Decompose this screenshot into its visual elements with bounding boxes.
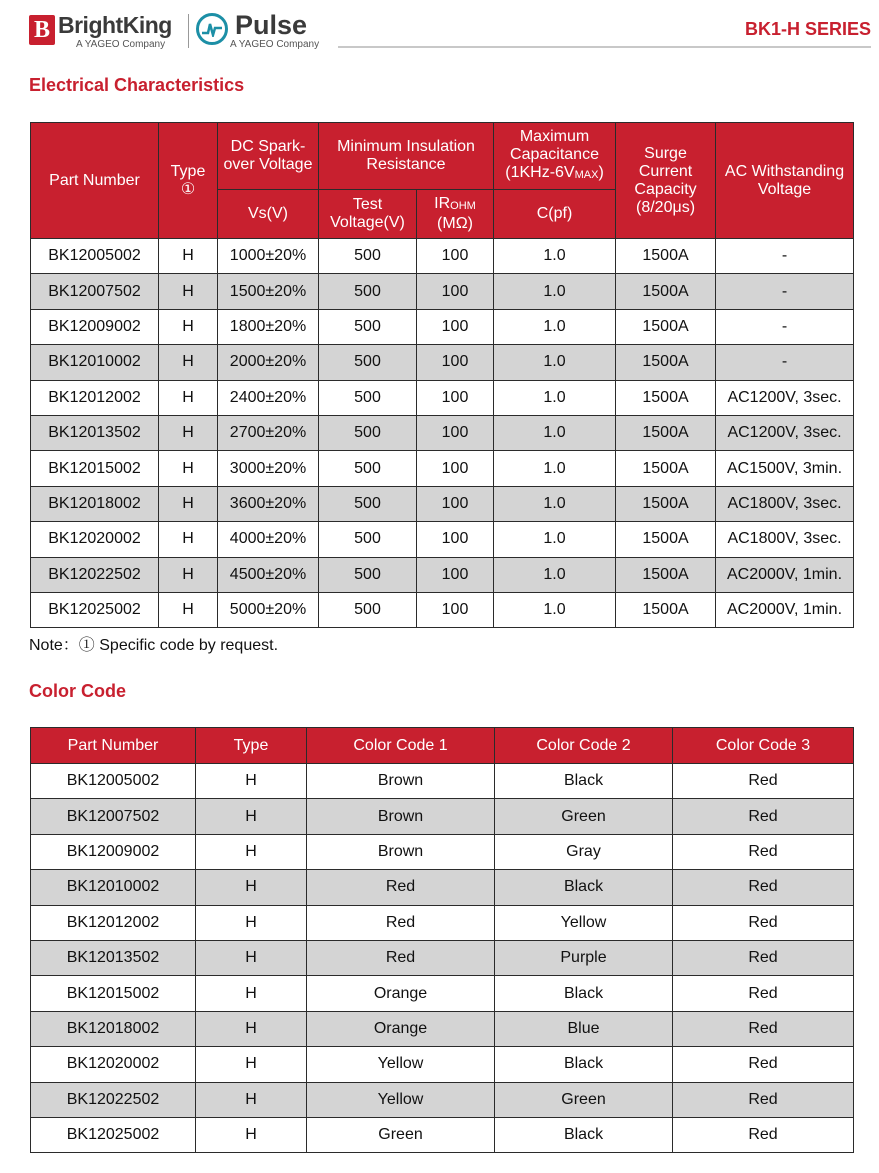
table-row [31, 905, 854, 940]
cell-color-code-1: Red [307, 870, 495, 905]
table-row [31, 239, 854, 274]
cell-ac-voltage: - [716, 345, 854, 380]
cell-color-code-3: Red [673, 799, 854, 834]
cell-ir: 100 [417, 486, 494, 521]
cell-surge: 1500A [616, 274, 716, 309]
cell-color-code-1: Brown [307, 799, 495, 834]
cell-capacitance: 1.0 [494, 415, 616, 450]
cell-ir: 100 [417, 522, 494, 557]
cell-type: H [159, 274, 218, 309]
cell-color-code-2: Black [495, 976, 673, 1011]
cell-type: H [159, 557, 218, 592]
cell-dc-voltage: 2000±20% [218, 345, 319, 380]
type-footnote-mark: ① [180, 180, 196, 198]
cell-color-code-2: Black [495, 764, 673, 799]
cell-color-code-2: Gray [495, 834, 673, 869]
cell-capacitance: 1.0 [494, 522, 616, 557]
cell-part-number: BK12022502 [31, 1082, 196, 1117]
cell-ac-voltage: AC1200V, 3sec. [716, 380, 854, 415]
cell-color-code-3: Red [673, 764, 854, 799]
cell-dc-voltage: 1500±20% [218, 274, 319, 309]
cell-color-code-2: Purple [495, 940, 673, 975]
header-rule [338, 46, 871, 48]
header-part-number: Part Number [31, 728, 196, 764]
cell-capacitance: 1.0 [494, 592, 616, 627]
cell-type: H [159, 592, 218, 627]
cell-color-code-2: Black [495, 1117, 673, 1152]
cell-color-code-3: Red [673, 1117, 854, 1152]
cell-dc-voltage: 1000±20% [218, 239, 319, 274]
cell-type: H [196, 905, 307, 940]
color-code-table [30, 727, 854, 1153]
cell-color-code-3: Red [673, 1047, 854, 1082]
cell-color-code-1: Green [307, 1117, 495, 1152]
cell-color-code-3: Red [673, 1082, 854, 1117]
table-row [31, 976, 854, 1011]
header-type: Type [196, 728, 307, 764]
cell-type: H [159, 345, 218, 380]
cell-ac-voltage: AC2000V, 1min. [716, 557, 854, 592]
cell-color-code-1: Red [307, 905, 495, 940]
cell-surge: 1500A [616, 486, 716, 521]
cell-type: H [196, 940, 307, 975]
cell-part-number: BK12009002 [31, 309, 159, 344]
table-row [31, 415, 854, 450]
cell-part-number: BK12020002 [31, 522, 159, 557]
cell-test-voltage: 500 [319, 522, 417, 557]
header-color-code-2: Color Code 2 [495, 728, 673, 764]
cell-color-code-2: Black [495, 1047, 673, 1082]
header-color-code-3: Color Code 3 [673, 728, 854, 764]
table-row [31, 309, 854, 344]
cell-surge: 1500A [616, 451, 716, 486]
cell-part-number: BK12022502 [31, 557, 159, 592]
cell-surge: 1500A [616, 522, 716, 557]
cell-test-voltage: 500 [319, 274, 417, 309]
cell-part-number: BK12025002 [31, 1117, 196, 1152]
cell-dc-voltage: 3000±20% [218, 451, 319, 486]
cell-capacitance: 1.0 [494, 345, 616, 380]
table-row [31, 799, 854, 834]
cell-type: H [196, 764, 307, 799]
cell-type: H [159, 522, 218, 557]
cell-surge: 1500A [616, 380, 716, 415]
pulse-logo-icon [196, 13, 228, 45]
header-max-capacitance: Maximum Capacitance $(1KHz-6V_{MAX})$ [494, 123, 616, 190]
cell-part-number: BK12013502 [31, 940, 196, 975]
table-row [31, 1082, 854, 1117]
cell-color-code-3: Red [673, 870, 854, 905]
header-vs: Vs(V) [218, 190, 319, 239]
header-ac-withstanding: AC Withstanding Voltage [716, 123, 854, 239]
cell-capacitance: 1.0 [494, 557, 616, 592]
cell-part-number: BK12012002 [31, 380, 159, 415]
cell-ir: 100 [417, 415, 494, 450]
cell-ir: 100 [417, 380, 494, 415]
cell-test-voltage: 500 [319, 557, 417, 592]
cell-color-code-1: Brown [307, 764, 495, 799]
cell-capacitance: 1.0 [494, 309, 616, 344]
cell-capacitance: 1.0 [494, 486, 616, 521]
cell-part-number: BK12018002 [31, 486, 159, 521]
footnote: Note：① Specific code by request. [29, 637, 279, 654]
cell-color-code-1: Orange [307, 976, 495, 1011]
cell-type: H [159, 239, 218, 274]
cell-capacitance: 1.0 [494, 239, 616, 274]
cell-ac-voltage: - [716, 274, 854, 309]
cell-ir: 100 [417, 592, 494, 627]
cell-type: H [159, 486, 218, 521]
cell-type: H [159, 415, 218, 450]
cell-type: H [196, 1047, 307, 1082]
cell-color-code-3: Red [673, 905, 854, 940]
table-row [31, 522, 854, 557]
cell-dc-voltage: 3600±20% [218, 486, 319, 521]
header-part-number: Part Number [31, 123, 159, 239]
cell-color-code-3: Red [673, 1011, 854, 1046]
cell-test-voltage: 500 [319, 592, 417, 627]
brightking-logo-name: BrightKing [58, 12, 172, 38]
cell-ir: 100 [417, 239, 494, 274]
table-row [31, 1047, 854, 1082]
cell-part-number: BK12013502 [31, 415, 159, 450]
cell-type: H [196, 870, 307, 905]
cell-capacitance: 1.0 [494, 274, 616, 309]
cell-surge: 1500A [616, 557, 716, 592]
cell-surge: 1500A [616, 415, 716, 450]
cell-capacitance: 1.0 [494, 451, 616, 486]
cell-type: H [196, 799, 307, 834]
cell-color-code-2: Green [495, 799, 673, 834]
table-row [31, 380, 854, 415]
cell-ac-voltage: - [716, 309, 854, 344]
cell-color-code-2: Blue [495, 1011, 673, 1046]
cell-part-number: BK12012002 [31, 905, 196, 940]
cell-color-code-2: Green [495, 1082, 673, 1117]
cell-test-voltage: 500 [319, 415, 417, 450]
cell-surge: 1500A [616, 592, 716, 627]
brightking-logo-mark: B [29, 15, 55, 45]
header-dc-spark-over: DC Spark-over Voltage [218, 123, 319, 190]
header-ir-ohm: $IR_{OHM}$ (MΩ) [417, 190, 494, 239]
logo-divider [188, 14, 189, 48]
cell-test-voltage: 500 [319, 309, 417, 344]
cell-color-code-3: Red [673, 976, 854, 1011]
cell-test-voltage: 500 [319, 451, 417, 486]
cell-part-number: BK12015002 [31, 976, 196, 1011]
cell-type: H [159, 380, 218, 415]
cell-color-code-3: Red [673, 834, 854, 869]
cell-ac-voltage: AC2000V, 1min. [716, 592, 854, 627]
cell-part-number: BK12010002 [31, 345, 159, 380]
cell-color-code-3: Red [673, 940, 854, 975]
cell-color-code-2: Yellow [495, 905, 673, 940]
color-code-section-title: Color Code [29, 681, 126, 701]
cell-surge: 1500A [616, 309, 716, 344]
cell-test-voltage: 500 [319, 345, 417, 380]
cell-ir: 100 [417, 309, 494, 344]
cell-part-number: BK12020002 [31, 1047, 196, 1082]
page-header [0, 0, 879, 60]
electrical-characteristics-table [30, 122, 854, 628]
cell-part-number: BK12025002 [31, 592, 159, 627]
cell-ac-voltage: AC1200V, 3sec. [716, 415, 854, 450]
table-row [31, 1117, 854, 1152]
cell-color-code-1: Yellow [307, 1047, 495, 1082]
cell-part-number: BK12005002 [31, 239, 159, 274]
header-type: Type ① [159, 123, 218, 239]
cell-part-number: BK12018002 [31, 1011, 196, 1046]
cell-capacitance: 1.0 [494, 380, 616, 415]
cell-type: H [196, 1082, 307, 1117]
cell-part-number: BK12005002 [31, 764, 196, 799]
cell-dc-voltage: 5000±20% [218, 592, 319, 627]
table-row [31, 345, 854, 380]
cell-type: H [196, 1117, 307, 1152]
cell-part-number: BK12007502 [31, 274, 159, 309]
table-row [31, 451, 854, 486]
pulse-logo-name: Pulse [235, 10, 308, 40]
cell-type: H [159, 451, 218, 486]
cell-test-voltage: 500 [319, 239, 417, 274]
header-insulation-resistance: Minimum Insulation Resistance [319, 123, 494, 190]
pulse-logo-subtitle: A YAGEO Company [230, 39, 320, 50]
table-row [31, 870, 854, 905]
cell-color-code-1: Red [307, 940, 495, 975]
cell-dc-voltage: 2700±20% [218, 415, 319, 450]
cell-ac-voltage: AC1800V, 3sec. [716, 486, 854, 521]
cell-part-number: BK12009002 [31, 834, 196, 869]
cell-part-number: BK12015002 [31, 451, 159, 486]
table-row [31, 834, 854, 869]
cell-test-voltage: 500 [319, 380, 417, 415]
cell-type: H [159, 309, 218, 344]
cell-ir: 100 [417, 345, 494, 380]
cell-color-code-2: Black [495, 870, 673, 905]
cell-part-number: BK12010002 [31, 870, 196, 905]
cell-test-voltage: 500 [319, 486, 417, 521]
header-surge-current: Surge Current Capacity (8/20μs) [616, 123, 716, 239]
cell-color-code-1: Brown [307, 834, 495, 869]
cell-dc-voltage: 4500±20% [218, 557, 319, 592]
cell-ir: 100 [417, 557, 494, 592]
table-row [31, 940, 854, 975]
cell-surge: 1500A [616, 345, 716, 380]
cell-type: H [196, 976, 307, 1011]
brightking-logo-subtitle: A YAGEO Company [76, 39, 166, 50]
table-row [31, 592, 854, 627]
cell-part-number: BK12007502 [31, 799, 196, 834]
header-test-voltage: Test Voltage(V) [319, 190, 417, 239]
cell-ac-voltage: AC1500V, 3min. [716, 451, 854, 486]
header-color-code-1: Color Code 1 [307, 728, 495, 764]
series-title: BK1-H SERIES [744, 19, 871, 39]
table-row [31, 486, 854, 521]
electrical-section-title: Electrical Characteristics [29, 75, 245, 95]
cell-ac-voltage: - [716, 239, 854, 274]
table-row [31, 764, 854, 799]
cell-type: H [196, 1011, 307, 1046]
cell-ir: 100 [417, 274, 494, 309]
cell-dc-voltage: 2400±20% [218, 380, 319, 415]
header-capacitance-pf: C(pf) [494, 190, 616, 239]
cell-ir: 100 [417, 451, 494, 486]
cell-type: H [196, 834, 307, 869]
cell-ac-voltage: AC1800V, 3sec. [716, 522, 854, 557]
table-row [31, 557, 854, 592]
table-row [31, 274, 854, 309]
cell-color-code-1: Yellow [307, 1082, 495, 1117]
table-row [31, 1011, 854, 1046]
cell-color-code-1: Orange [307, 1011, 495, 1046]
cell-dc-voltage: 1800±20% [218, 309, 319, 344]
cell-surge: 1500A [616, 239, 716, 274]
cell-dc-voltage: 4000±20% [218, 522, 319, 557]
